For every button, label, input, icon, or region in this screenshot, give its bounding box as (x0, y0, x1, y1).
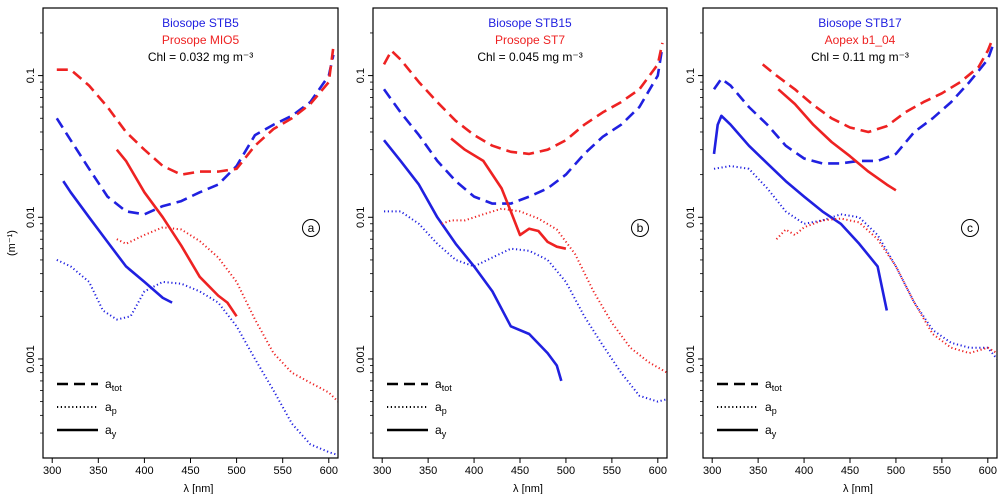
panel-label: b (636, 221, 644, 235)
panel-a (25, 8, 338, 494)
y-tick-label: 0.001 (355, 345, 367, 373)
series-ay-biosope-stb15 (384, 140, 561, 381)
panel-title-line: Biosope STB17 (818, 16, 902, 30)
y-tick-label: 0.001 (25, 345, 37, 373)
panel-c (685, 8, 997, 494)
panel-title-line: Chl = 0.032 mg m⁻³ (147, 50, 254, 64)
x-tick-label: 600 (978, 465, 997, 477)
legend-label: $a_{tot}$ (105, 377, 122, 393)
series-ay-prosope-st7 (451, 139, 566, 249)
plot-frame (43, 8, 338, 458)
legend-label: $a_{tot}$ (435, 377, 452, 393)
legend-label: $a_p$ (765, 400, 777, 416)
x-tick-label: 450 (181, 465, 200, 477)
panel-title-line: Chl = 0.045 mg m⁻³ (477, 50, 583, 64)
y-tick-label: 0.01 (25, 206, 37, 228)
legend-label: $a_{tot}$ (765, 377, 782, 393)
legend-label: $a_y$ (105, 423, 117, 439)
x-tick-label: 550 (273, 465, 292, 477)
x-tick-label: 300 (703, 465, 722, 477)
legend-label: $a_p$ (105, 400, 117, 416)
y-axis-label: (m⁻¹) (6, 230, 18, 256)
series-ap-biosope-stb17 (714, 166, 997, 359)
x-axis-label: λ [nm] (183, 483, 214, 494)
x-tick-label: 300 (373, 465, 392, 477)
series-ay-aopex-b1-04 (778, 89, 896, 190)
y-tick-label: 0.001 (685, 345, 697, 373)
series-ay-prosope-mio5 (117, 150, 237, 317)
x-tick-label: 500 (556, 465, 576, 477)
y-tick-label: 0.01 (685, 206, 697, 228)
x-axis-label: λ [nm] (513, 483, 543, 494)
panel-title-line: Prosope ST7 (494, 33, 566, 47)
x-tick-label: 500 (886, 465, 906, 477)
y-tick-label: 0.01 (355, 206, 367, 228)
x-tick-label: 400 (794, 465, 814, 477)
x-tick-label: 350 (89, 465, 108, 477)
legend-label: $a_y$ (765, 423, 777, 439)
x-tick-label: 350 (418, 465, 438, 477)
x-tick-label: 300 (43, 465, 62, 477)
x-tick-label: 500 (227, 465, 246, 477)
x-tick-label: 550 (602, 465, 622, 477)
series-atot-biosope-stb17 (714, 47, 992, 164)
series-atot-biosope-stb15 (384, 47, 662, 204)
y-tick-label: 0.1 (685, 67, 697, 84)
x-tick-label: 400 (135, 465, 154, 477)
panel-title-line: Prosope MIO5 (161, 33, 240, 47)
x-tick-label: 550 (932, 465, 952, 477)
x-tick-label: 400 (464, 465, 484, 477)
y-tick-label: 0.1 (355, 67, 367, 84)
series-atot-prosope-mio5 (57, 47, 334, 175)
legend-label: $a_p$ (435, 400, 447, 416)
legend (57, 377, 122, 439)
x-axis-label: λ [nm] (843, 483, 873, 494)
x-tick-label: 600 (648, 465, 667, 477)
panel-title-line: Biosope STB5 (162, 16, 239, 30)
panel-label: c (967, 221, 973, 235)
series-ay-biosope-stb17 (714, 116, 887, 311)
series-ap-biosope-stb5 (57, 260, 338, 455)
x-tick-label: 600 (319, 465, 338, 477)
panel-title-line: Aopex b1_04 (824, 33, 896, 47)
legend (717, 377, 782, 439)
x-tick-label: 450 (840, 465, 860, 477)
x-tick-label: 350 (748, 465, 768, 477)
series-atot-biosope-stb5 (57, 55, 334, 214)
panel-title-line: Biosope STB15 (488, 16, 572, 30)
series-ap-aopex-b1-04 (777, 219, 998, 354)
panel-b (355, 8, 667, 494)
series-ay-biosope-stb5 (63, 181, 172, 303)
legend (387, 377, 452, 439)
x-tick-label: 450 (510, 465, 530, 477)
legend-label: $a_y$ (435, 423, 447, 439)
series-ap-biosope-stb15 (384, 211, 667, 401)
panel-title-line: Chl = 0.11 mg m⁻³ (811, 50, 909, 64)
series-ap-prosope-mio5 (117, 227, 338, 401)
panel-label: a (307, 221, 315, 235)
y-tick-label: 0.1 (25, 67, 37, 84)
